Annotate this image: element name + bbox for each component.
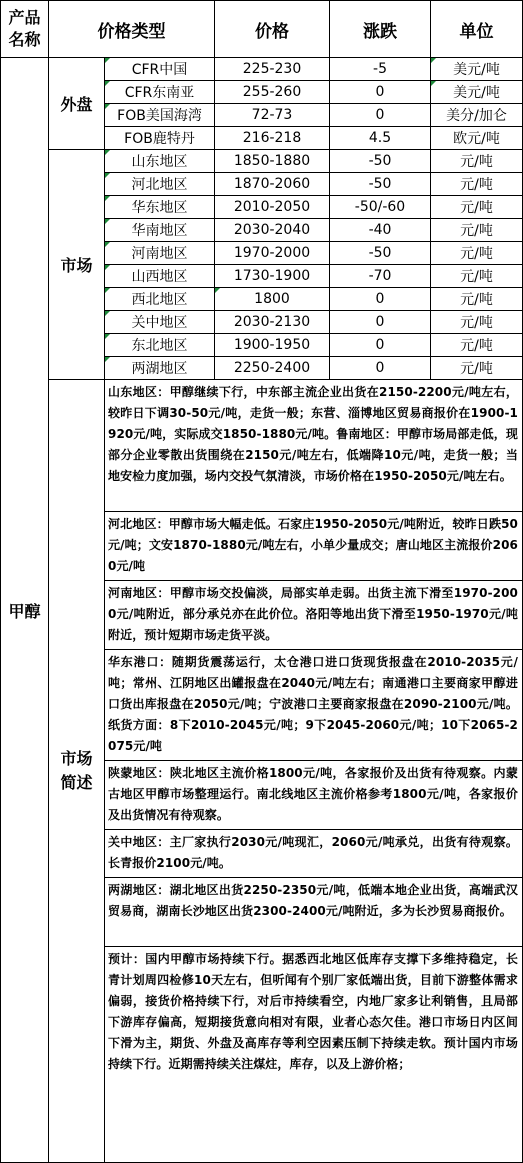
table-row <box>1 58 523 81</box>
unit-cell: 元/吨 <box>431 311 523 334</box>
header-price-type: 价格类型 <box>49 1 215 58</box>
price-type-cell: FOB美国海湾 <box>105 104 215 127</box>
header-unit: 单位 <box>431 1 523 58</box>
price-cell: 1850-1880 <box>215 150 330 173</box>
unit-cell: 美元/吨 <box>431 58 523 81</box>
unit-cell: 元/吨 <box>431 288 523 311</box>
unit-cell: 元/吨 <box>431 242 523 265</box>
price-cell: 72-73 <box>215 104 330 127</box>
change-cell: -50 <box>330 173 431 196</box>
price-type-cell: 关中地区 <box>105 311 215 334</box>
price-type-cell: CFR中国 <box>105 58 215 81</box>
price-cell: 1730-1900 <box>215 265 330 288</box>
change-cell: 4.5 <box>330 127 431 150</box>
change-cell: 0 <box>330 311 431 334</box>
product-cell: 甲醇 <box>1 58 49 1163</box>
group-summary: 市场 简述 <box>49 380 105 1163</box>
price-type-cell: 西北地区 <box>105 288 215 311</box>
unit-cell: 欧元/吨 <box>431 127 523 150</box>
unit-cell: 美元/吨 <box>431 81 523 104</box>
price-type-cell: 河南地区 <box>105 242 215 265</box>
change-cell: -50 <box>330 150 431 173</box>
price-cell: 2250-2400 <box>215 357 330 380</box>
unit-cell: 元/吨 <box>431 265 523 288</box>
unit-cell: 元/吨 <box>431 334 523 357</box>
header-price: 价格 <box>215 1 330 58</box>
header-change: 涨跌 <box>330 1 431 58</box>
price-type-cell: 山东地区 <box>105 150 215 173</box>
group-foreign: 外盘 <box>49 58 105 150</box>
price-cell: 225-230 <box>215 58 330 81</box>
change-cell: -5 <box>330 58 431 81</box>
change-cell: 0 <box>330 357 431 380</box>
price-cell: 2030-2130 <box>215 311 330 334</box>
unit-cell: 元/吨 <box>431 357 523 380</box>
price-type-cell: 华东地区 <box>105 196 215 219</box>
price-cell: 216-218 <box>215 127 330 150</box>
summary-east-china-port: 华东港口：随期货震荡运行，太仓港口进口货现货报盘在2010-2035元/吨；常州、江阴地区出罐报盘在2040元/吨左右；南通港口主要商家甲醇进口货出库报盘在2050元/吨；宁波港口主要商家报盘在2090-2100元/吨。纸货方面：8下2010-2045元/吨；9下2045-2060元/吨；10下2065-2075元/吨 <box>105 650 523 761</box>
unit-cell: 元/吨 <box>431 173 523 196</box>
change-cell: -50 <box>330 242 431 265</box>
price-type-cell: FOB鹿特丹 <box>105 127 215 150</box>
unit-cell: 元/吨 <box>431 150 523 173</box>
price-cell: 2030-2040 <box>215 219 330 242</box>
change-cell: 0 <box>330 334 431 357</box>
price-type-cell: 山西地区 <box>105 265 215 288</box>
price-cell: 255-260 <box>215 81 330 104</box>
summary-lianghu: 两湖地区：湖北地区出货2250-2350元/吨，低端本地企业出货，高端武汉贸易商，湖南长沙地区出货2300-2400元/吨附近，多为长沙贸易商报价。 <box>105 878 523 947</box>
price-cell: 1800 <box>215 288 330 311</box>
price-cell: 2010-2050 <box>215 196 330 219</box>
table-row <box>1 150 523 173</box>
price-type-cell: 东北地区 <box>105 334 215 357</box>
price-type-cell: 两湖地区 <box>105 357 215 380</box>
change-cell: -40 <box>330 219 431 242</box>
price-type-cell: CFR东南亚 <box>105 81 215 104</box>
header-product-name: 产品 名称 <box>1 1 49 58</box>
price-cell: 1900-1950 <box>215 334 330 357</box>
summary-row <box>1 380 523 512</box>
summary-henan: 河南地区：甲醇市场交投偏淡，局部实单走弱。出货主流下滑至1970-2000元/吨附近，部分承兑亦在此价位。洛阳等地出货下滑至1950-1970元/吨附近，预计短期市场走货平淡。 <box>105 581 523 650</box>
price-type-cell: 华南地区 <box>105 219 215 242</box>
price-type-cell: 河北地区 <box>105 173 215 196</box>
summary-shandong: 山东地区：甲醇继续下行，中东部主流企业出货在2150-2200元/吨左右，较昨日下调30-50元/吨，走货一般；东营、淄博地区贸易商报价在1900-1920元/吨，实际成交1850-1880元/吨。鲁南地区：甲醇市场局部走低，现部分企业零散出货围绕在2150元/吨左右，低端降10元/吨，走货一般；当地安检力度加强，场内交投气氛清淡，市场价格在1950-2050元/吨左右。 <box>105 380 523 512</box>
unit-cell: 美分/加仑 <box>431 104 523 127</box>
price-cell: 1870-2060 <box>215 173 330 196</box>
summary-guanzhong: 关中地区：主厂家执行2030元/吨现汇，2060元/吨承兑，出货有待观察。长青报价2100元/吨。 <box>105 830 523 878</box>
summary-forecast: 预计：国内甲醇市场持续下行。据悉西北地区低库存支撑下多维持稳定，长青计划周四检修10天左右，但听闻有个别厂家低端出货，目前下游整体需求偏弱，接货价格持续下行，对后市持续看空，内地厂家多让利销售，且局部下游库存偏高，短期接货意向相对有限，业者心态欠佳。港口市场日内区间下滑为主，期货、外盘及高库存等利空因素压制下持续走软。预计国内市场持续下行。近期需持续关注煤炷，库存，以及上游价格； <box>105 947 523 1163</box>
header-row <box>1 1 523 58</box>
change-cell: 0 <box>330 104 431 127</box>
change-cell: 0 <box>330 81 431 104</box>
unit-cell: 元/吨 <box>431 219 523 242</box>
summary-shaanxi-inner-mongolia: 陕蒙地区：陕北地区主流价格1800元/吨，各家报价及出货有待观察。内蒙古地区甲醇市场整理运行。南北线地区主流价格参考1800元/吨，各家报价及出货情况有待观察。 <box>105 761 523 830</box>
group-market: 市场 <box>49 150 105 380</box>
summary-hebei: 河北地区：甲醇市场大幅走低。石家庄1950-2050元/吨附近，较昨日跌50元/吨；文安1870-1880元/吨左右，小单少量成交；唐山地区主流报价2060元/吨 <box>105 512 523 581</box>
change-cell: -50/-60 <box>330 196 431 219</box>
unit-cell: 元/吨 <box>431 196 523 219</box>
change-cell: 0 <box>330 288 431 311</box>
price-cell: 1970-2000 <box>215 242 330 265</box>
change-cell: -70 <box>330 265 431 288</box>
